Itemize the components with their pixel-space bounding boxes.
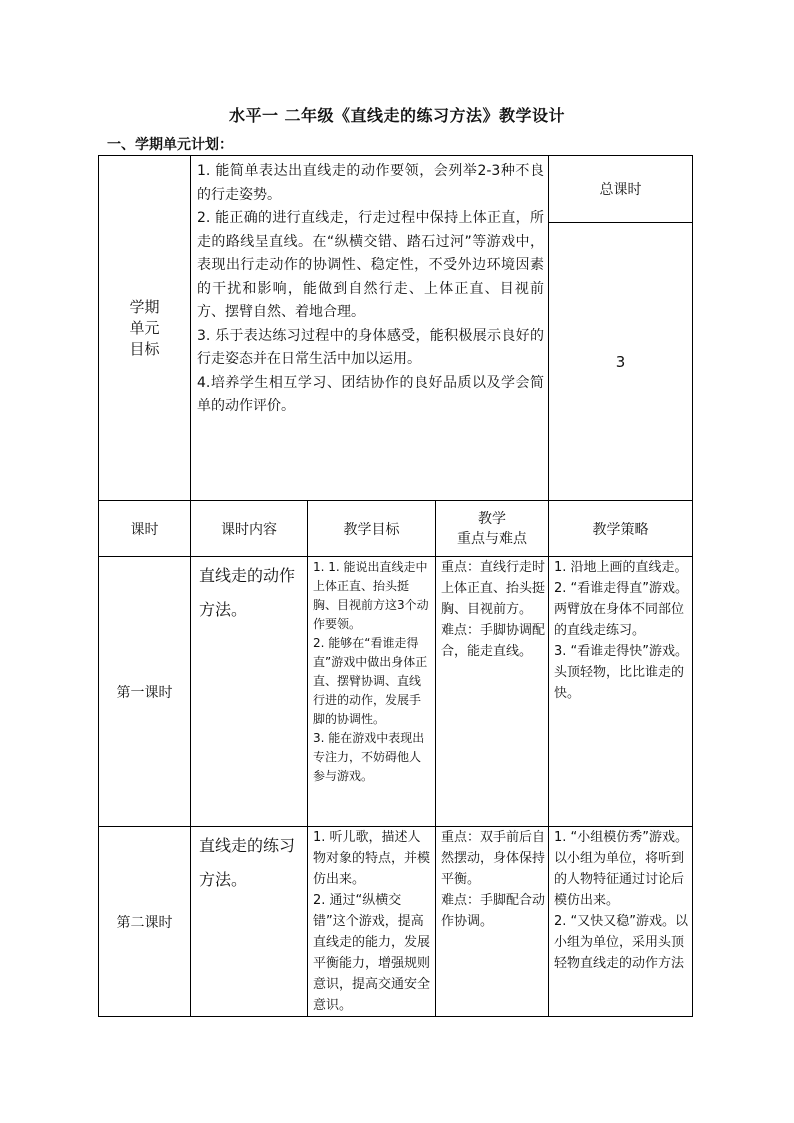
objective-item: 1. 听儿歌，描述人物对象的特点，并模仿出来。 [313,830,431,887]
header-content: 课时内容 [191,501,308,557]
total-hours-label: 总课时 [549,156,693,223]
strategy-item: 1. “小组模仿秀”游戏。以小组为单位，将听到的人物特征通过讨论后模仿出来。 [554,830,689,908]
strategy-item: 3. “看谁走得快”游戏。头顶轻物，比比谁走的快。 [554,644,689,701]
lesson-1-key-points: 重点：直线行走时上体正直、抬头挺胸、目视前方。 难点：手脚协调配合，能走直线。 [436,557,549,827]
strategy-item: 2. “又快又稳”游戏。以小组为单位，采用头顶轻物直线走的动作方法 [554,914,689,971]
total-hours-value: 3 [549,223,693,501]
strategy-item: 1. 沿地上画的直线走。 [554,560,688,575]
term-goals-label: 学期 单元 目标 [99,156,191,501]
lesson-2-key-points: 重点：双手前后自然摆动，身体保持平衡。 难点：手脚配合动作协调。 [436,827,549,1017]
lesson-2-objectives [308,827,436,1017]
lesson-2-content: 直线走的练习方法。 [191,827,308,1017]
section-heading: 一、学期单元计划： [107,137,233,153]
term-goals-cell [191,156,549,501]
lesson-1-name: 第一课时 [99,557,191,827]
strategy-item: 2. “看谁走得直”游戏。两臂放在身体不同部位的直线走练习。 [554,581,689,638]
document-title: 水平一 二年级《直线走的练习方法》教学设计 [228,106,566,125]
goal-item: 1. 能简单表达出直线走的动作要领，会列举2-3种不良的行走姿势。 [197,163,544,203]
header-strategies: 教学策略 [549,501,693,557]
header-objectives: 教学目标 [308,501,436,557]
objective-item: 3. 能在游戏中表现出专注力，不妨碍他人参与游戏。 [313,731,425,783]
plan-table [98,155,693,1017]
lesson-1-objectives [308,557,436,827]
goal-item: 4.培养学生相互学习、团结协作的良好品质以及学会简单的动作评价。 [197,374,544,414]
lesson-2-strategies [549,827,693,1017]
lesson-1-content: 直线走的动作方法。 [191,557,308,827]
objective-item: 2. 能够在“看谁走得直”游戏中做出身体正直、摆臂协调、直线行进的动作，发展手脚的协调性。 [313,636,428,726]
lesson-2-name: 第二课时 [99,827,191,1017]
header-lesson: 课时 [99,501,191,557]
header-key-points: 教学 重点与难点 [436,501,549,557]
lesson-1-strategies [549,557,693,827]
objective-item: 2. 通过“纵横交错”这个游戏，提高直线走的能力，发展平衡能力，增强规则意识，提高交通安全意识。 [313,893,431,1013]
goal-item: 3. 乐于表达练习过程中的身体感受，能积极展示良好的行走姿态并在日常生活中加以运用。 [197,327,544,367]
objective-item: 1. 1. 能说出直线走中上体正直、抬头挺胸、目视前方这3个动作要领。 [313,560,429,631]
goal-item: 2. 能正确的进行直线走，行走过程中保持上体正直，所走的路线呈直线。在“纵横交错、踏石过河”等游戏中，表现出行走动作的协调性、稳定性，不受外边环境因素的干扰和影响，能做到自然行走、上体正直、目视前方、摆臂自然、着地合理。 [197,210,544,320]
